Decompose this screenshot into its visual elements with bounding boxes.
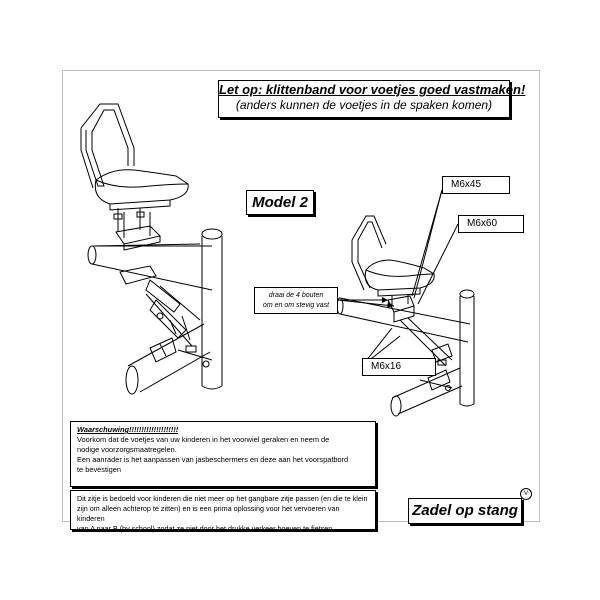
page-subtitle: (anders kunnen de voetjes in de spaken komen) bbox=[235, 98, 493, 112]
warning-title: Waarschuwing!!!!!!!!!!!!!!!!!!!! bbox=[77, 425, 179, 434]
bolt-note-line-1: draai de 4 bouten bbox=[268, 292, 324, 299]
label-m6x60: M6x60 bbox=[458, 215, 524, 233]
label-m6x16: M6x16 bbox=[362, 358, 436, 376]
info-line-3: van A naar B (bv school) zodat ze niet door het drukke verkeer hoeven te fietsen. bbox=[77, 524, 335, 533]
info-box bbox=[70, 490, 376, 533]
bolt-note bbox=[254, 287, 338, 314]
warning-line-1: Voorkom dat de voetjes van uw kinderen in het voorwiel geraken en neem de bbox=[77, 435, 330, 444]
model-label: Model 2 bbox=[246, 190, 314, 215]
warning-line-3: Een aanrader is het aanpassen van jasbeschermers en deze aan het voorspatbord bbox=[77, 455, 349, 464]
warning-line-4: te bevestigen bbox=[77, 465, 121, 474]
version-mark: V bbox=[520, 488, 532, 500]
info-line-2: zijn om alleen achterop te zitten) en is een prima oplossing voor het vervoeren van kinderen bbox=[77, 504, 340, 523]
info-line-1: Dit zitje is bedoeld voor kinderen die niet meer op het gangbare zitje passen (en die te klein bbox=[77, 494, 368, 503]
warning-box bbox=[70, 421, 376, 487]
warning-line-2: nodige voorzorgsmaatregelen. bbox=[77, 445, 177, 454]
bolt-note-line-2: om en om stevig vast bbox=[262, 302, 330, 309]
page-title: Let op: klittenband voor voetjes goed vastmaken! bbox=[219, 82, 526, 97]
label-m6x45: M6x45 bbox=[442, 176, 510, 194]
footer-title: Zadel op stang bbox=[408, 498, 522, 524]
title-box bbox=[218, 80, 526, 118]
